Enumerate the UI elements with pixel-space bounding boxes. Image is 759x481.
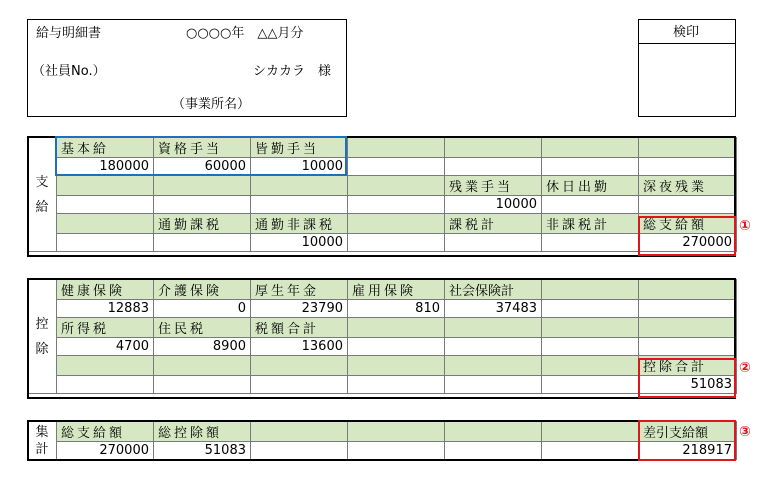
deduction-value-cell[interactable]: 13600: [251, 338, 348, 356]
pay-value-cell[interactable]: 10000: [251, 158, 348, 176]
marker-2: ②: [739, 360, 751, 376]
summary-header-cell: 総支給額: [57, 422, 154, 442]
pay-header-cell: 通勤非課税: [251, 214, 348, 234]
deduction-header-cell: [348, 356, 445, 376]
pay-value-cell[interactable]: [154, 196, 251, 214]
deduction-side-label: 控 除: [28, 280, 57, 394]
pay-value-cell[interactable]: [251, 196, 348, 214]
deduction-header-cell: 住民税: [154, 318, 251, 338]
employee-name: シカカラ 様: [253, 64, 332, 79]
pay-header-cell: 非課税計: [542, 214, 639, 234]
summary-value-cell[interactable]: 270000: [57, 442, 154, 460]
deduction-header-cell: [57, 356, 154, 376]
pay-value-cell[interactable]: [639, 196, 737, 214]
pay-value-cell[interactable]: [445, 234, 542, 252]
pay-header-cell: [57, 214, 154, 234]
summary-value-cell[interactable]: [445, 442, 542, 460]
deduction-value-cell[interactable]: [251, 376, 348, 394]
stamp-label: 検印: [673, 25, 700, 40]
pay-header-cell: 課税計: [445, 214, 542, 234]
pay-header-cell: 深夜残業: [639, 176, 737, 196]
deduction-value-cell[interactable]: 12883: [57, 300, 154, 318]
deduction-value-cell[interactable]: [542, 338, 639, 356]
deduction-table: [27, 279, 737, 394]
pay-value-cell[interactable]: 10000: [445, 196, 542, 214]
deduction-value-cell[interactable]: 0: [154, 300, 251, 318]
deduction-value-cell[interactable]: [154, 376, 251, 394]
pay-header-cell: [542, 138, 639, 158]
pay-header-cell: 資格手当: [154, 138, 251, 158]
employee-no-label: （社員No.）: [32, 64, 106, 79]
pay-value-cell[interactable]: [348, 196, 445, 214]
net-pay-header: 差引支給額: [639, 422, 737, 442]
pay-value-cell[interactable]: 10000: [251, 234, 348, 252]
deduction-value-cell[interactable]: [639, 338, 737, 356]
pay-header-cell: [348, 138, 445, 158]
deduction-header-cell: 厚生年金: [251, 280, 348, 300]
deduction-header-cell: 雇用保険: [348, 280, 445, 300]
pay-value-cell[interactable]: 60000: [154, 158, 251, 176]
deduction-header-cell: 介護保険: [154, 280, 251, 300]
deduction-header-cell: [542, 356, 639, 376]
deduction-value-cell[interactable]: [542, 300, 639, 318]
deduction-header-cell: [639, 318, 737, 338]
pay-value-cell[interactable]: [57, 234, 154, 252]
summary-header-cell: 総控除額: [154, 422, 251, 442]
summary-value-cell[interactable]: [251, 442, 348, 460]
pay-header-cell: [154, 176, 251, 196]
pay-header-cell: [639, 138, 737, 158]
pay-value-cell[interactable]: [639, 158, 737, 176]
deduction-header-cell: [639, 280, 737, 300]
office-label: （事業所名）: [172, 97, 251, 112]
summary-value-cell[interactable]: [542, 442, 639, 460]
deduction-value-cell[interactable]: [639, 300, 737, 318]
summary-header-cell: [251, 422, 348, 442]
pay-value-cell[interactable]: 180000: [57, 158, 154, 176]
deduction-value-cell[interactable]: 23790: [251, 300, 348, 318]
deduction-value-cell[interactable]: [348, 338, 445, 356]
deduction-value-cell[interactable]: 810: [348, 300, 445, 318]
summary-header-cell: [445, 422, 542, 442]
pay-value-cell[interactable]: [445, 158, 542, 176]
pay-header-cell: 皆勤手当: [251, 138, 348, 158]
marker-1: ①: [739, 218, 751, 234]
deduction-value-cell[interactable]: 8900: [154, 338, 251, 356]
deduction-header-cell: [445, 318, 542, 338]
deduction-header-cell: 所得税: [57, 318, 154, 338]
pay-header-cell: 残業手当: [445, 176, 542, 196]
document-title: 給与明細書: [36, 26, 102, 41]
pay-table: [27, 137, 737, 252]
pay-header-cell: [348, 214, 445, 234]
summary-value-cell[interactable]: 51083: [154, 442, 251, 460]
summary-table: [27, 421, 737, 460]
deduction-header-cell: [348, 318, 445, 338]
pay-header-cell: [251, 176, 348, 196]
deduction-header-cell: [542, 280, 639, 300]
deduction-header-cell: [445, 356, 542, 376]
summary-header-cell: [542, 422, 639, 442]
deduction-header-cell: 健康保険: [57, 280, 154, 300]
pay-header-cell: [57, 176, 154, 196]
marker-3: ③: [739, 424, 751, 440]
deduction-header-cell: [251, 356, 348, 376]
net-pay-value[interactable]: 218917: [639, 442, 737, 460]
total-pay-value[interactable]: 270000: [639, 234, 737, 252]
deduction-value-cell[interactable]: [445, 338, 542, 356]
total-pay-header: 総支給額: [639, 214, 737, 234]
deduction-header-cell: [154, 356, 251, 376]
pay-value-cell[interactable]: [57, 196, 154, 214]
total-deduction-header: 控除合計: [639, 356, 737, 376]
deduction-value-cell[interactable]: 37483: [445, 300, 542, 318]
pay-header-cell: [445, 138, 542, 158]
deduction-value-cell[interactable]: [542, 376, 639, 394]
pay-value-cell[interactable]: [348, 158, 445, 176]
pay-header-cell: 通勤課税: [154, 214, 251, 234]
pay-value-cell[interactable]: [542, 234, 639, 252]
pay-header-cell: [348, 176, 445, 196]
pay-value-cell[interactable]: [542, 158, 639, 176]
pay-value-cell[interactable]: [348, 234, 445, 252]
summary-value-cell[interactable]: [348, 442, 445, 460]
pay-header-cell: 休日出勤: [542, 176, 639, 196]
pay-side-label: 支 給: [28, 138, 57, 252]
pay-period: ○○○○年 △△月分: [186, 26, 304, 41]
deduction-value-cell[interactable]: 4700: [57, 338, 154, 356]
deduction-header-cell: 税額合計: [251, 318, 348, 338]
deduction-header-cell: 社会保険計: [445, 280, 542, 300]
deduction-header-cell: [542, 318, 639, 338]
pay-value-cell[interactable]: [154, 234, 251, 252]
pay-value-cell[interactable]: [542, 196, 639, 214]
total-deduction-value[interactable]: 51083: [639, 376, 737, 394]
deduction-value-cell[interactable]: [57, 376, 154, 394]
deduction-value-cell[interactable]: [348, 376, 445, 394]
pay-header-cell: 基本給: [57, 138, 154, 158]
deduction-value-cell[interactable]: [445, 376, 542, 394]
summary-header-cell: [348, 422, 445, 442]
summary-side-label: 集 計: [28, 422, 57, 460]
